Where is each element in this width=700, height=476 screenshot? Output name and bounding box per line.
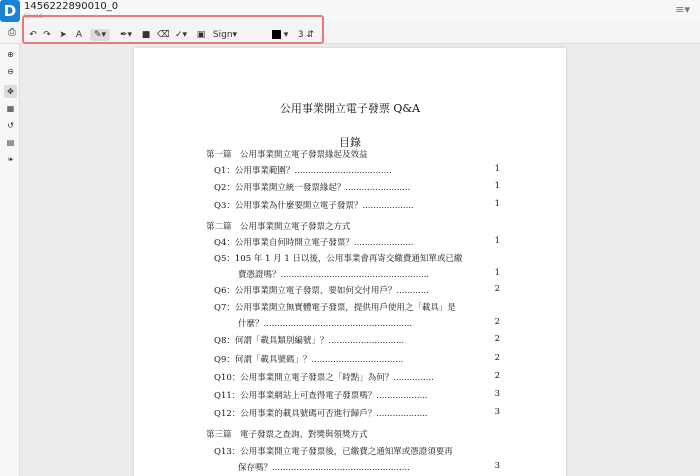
toc-leader-dots: ....................................................... <box>280 270 430 280</box>
toc-entry <box>238 317 500 329</box>
document-title: 1456222890010_0 <box>24 1 119 12</box>
toc-entry-text: Q11：公用事業網站上可查得電子發票嗎？ <box>214 391 377 401</box>
toc-entry <box>214 252 500 264</box>
toc-entry <box>214 164 500 176</box>
pen-icon[interactable]: ✎▾ <box>90 29 110 41</box>
app-logo[interactable]: D <box>0 0 20 22</box>
zoom-out-icon[interactable]: ⊖ <box>7 67 14 76</box>
toc-page-number: 2 <box>494 334 500 344</box>
stroke-size-value: 3 <box>297 30 304 40</box>
toc-entry-text: 第三篇 電子發票之查詢、對獎與領獎方式 <box>206 430 368 440</box>
toc-leader-dots: ....................................................... <box>263 319 413 329</box>
toc-entry <box>214 199 500 211</box>
toc-entry-text: 保存嗎？ <box>238 463 273 473</box>
toolbar <box>0 22 700 44</box>
toc-entry <box>238 461 500 473</box>
toc-entry <box>214 407 500 419</box>
toc-page-number: 2 <box>494 371 500 381</box>
sign-dropdown[interactable]: Sign▾ <box>212 30 238 40</box>
cursor-icon[interactable]: ➤ <box>59 30 67 40</box>
rotate-icon[interactable]: ↺ <box>7 121 14 130</box>
toc-entry-text: Q4：公用事業自何時開立電子發票？ <box>214 238 354 248</box>
toc-leader-dots: ................................................... <box>272 463 410 473</box>
eraser-icon[interactable]: ⌫ <box>157 30 170 40</box>
toc-entry-text: Q7：公用事業開立無實體電子發票，提供用戶使用之「載具」是 <box>214 303 456 313</box>
toc-leader-dots: ................... <box>376 391 428 401</box>
toc-entry-text: 費憑證嗎？ <box>238 270 281 280</box>
toc-leader-dots: .................................. <box>311 355 404 365</box>
undo-icon[interactable]: ↶ <box>29 30 37 40</box>
move-icon[interactable]: ✥ <box>4 85 17 98</box>
annotation-tool-group <box>22 15 324 44</box>
highlighter-icon[interactable]: ✒▾ <box>119 30 133 40</box>
sign-label: Sign <box>212 30 233 40</box>
toc-entry-text: Q10：公用事業開立電子發票之「時點」為何？ <box>214 373 394 383</box>
color-swatch[interactable] <box>272 30 281 39</box>
toc-page-number: 3 <box>494 407 500 417</box>
toc-page-number: 1 <box>494 199 500 209</box>
toc-page-number: 1 <box>494 181 500 191</box>
toc-chapter <box>206 148 368 160</box>
toc-entry <box>214 301 500 313</box>
color-dropdown-chevron-icon[interactable]: ▾ <box>283 30 289 40</box>
toc-chapter <box>206 220 351 232</box>
page-icon[interactable]: ▤ <box>6 138 15 147</box>
toc-entry-text: 第一篇 公用事業開立電子發票緣起及效益 <box>206 150 368 160</box>
left-sidebar <box>0 44 20 476</box>
toc-page-number: 2 <box>494 317 500 327</box>
toc-page-number: 1 <box>494 164 500 174</box>
toc-leader-dots: ................... <box>376 409 428 419</box>
toc-leader-dots: ............... <box>393 373 434 383</box>
hamburger-menu-icon[interactable]: ≡▾ <box>675 3 690 16</box>
toc-heading: 目錄 <box>339 136 361 149</box>
document-heading: 公用事業開立電子發票 Q&A <box>279 102 421 115</box>
toc-entry-text: 第二篇 公用事業開立電子發票之方式 <box>206 222 351 232</box>
toc-entry-text: Q2：公用事業開立統一發票緣起？ <box>214 183 346 193</box>
toc-entry-text: Q13：公用事業開立電子發票後，已繳費之通知單或憑證須要再 <box>214 447 453 457</box>
toc-leader-dots: ............................ <box>328 336 405 346</box>
toc-entry <box>214 445 500 457</box>
grid-icon[interactable]: ▦ <box>6 104 15 113</box>
zoom-in-icon[interactable]: ⊕ <box>7 50 14 59</box>
toc-entry <box>214 389 500 401</box>
toc-leader-dots: ...................... <box>353 238 414 248</box>
toc-entry <box>214 371 500 383</box>
printer-icon[interactable]: ⎙ <box>8 27 16 38</box>
toc-chapter <box>206 428 368 440</box>
toc-entry <box>214 181 500 193</box>
toc-page-number: 3 <box>494 389 500 399</box>
toc-page-number: 2 <box>494 284 500 294</box>
toc-entry <box>214 284 500 296</box>
document-page <box>134 48 566 476</box>
toc-leader-dots: ................... <box>362 201 414 211</box>
save-status: Saved <box>24 13 43 20</box>
toc-entry-text: 什麼？ <box>238 319 264 329</box>
stamp-icon[interactable]: ❧ <box>7 155 14 164</box>
stroke-size-select[interactable]: 3 ⇵ <box>297 30 315 40</box>
toc-entry-text: Q9：何謂「載具號碼」？ <box>214 355 312 365</box>
toc-entry-text: Q8：何謂「載具類別編號」？ <box>214 336 329 346</box>
comment-icon[interactable]: ■ <box>141 30 151 40</box>
toc-page-number: 2 <box>494 353 500 363</box>
checkmark-icon[interactable]: ✓▾ <box>174 30 188 40</box>
image-icon[interactable]: ▣ <box>196 30 206 40</box>
redo-icon[interactable]: ↷ <box>43 30 51 40</box>
toc-page-number: 1 <box>494 268 500 278</box>
toc-entry <box>214 334 500 346</box>
toc-page-number: 3 <box>494 461 500 471</box>
toc-page-number: 1 <box>494 236 500 246</box>
toc-entry-text: Q3：公用事業為什麼要開立電子發票？ <box>214 201 363 211</box>
toc-entry <box>214 353 500 365</box>
text-tool-button[interactable]: A <box>75 30 83 40</box>
toc-leader-dots: .................................... <box>294 166 392 176</box>
toc-entry-text: Q5：105 年 1 月 1 日以後，公用事業會再寄交繳費通知單或已繳 <box>214 254 463 264</box>
toc-entry-text: Q1：公用事業範圍？ <box>214 166 295 176</box>
toc-entry <box>238 268 500 280</box>
toc-entry <box>214 236 500 248</box>
toc-leader-dots: ............ <box>396 286 429 296</box>
toc-leader-dots: ........................ <box>345 183 411 193</box>
toc-entry-text: Q12：公用事業的載具號碼可否進行歸戶？ <box>214 409 377 419</box>
toc-entry-text: Q6：公用事業開立電子發票，要如何交付用戶？ <box>214 286 397 296</box>
